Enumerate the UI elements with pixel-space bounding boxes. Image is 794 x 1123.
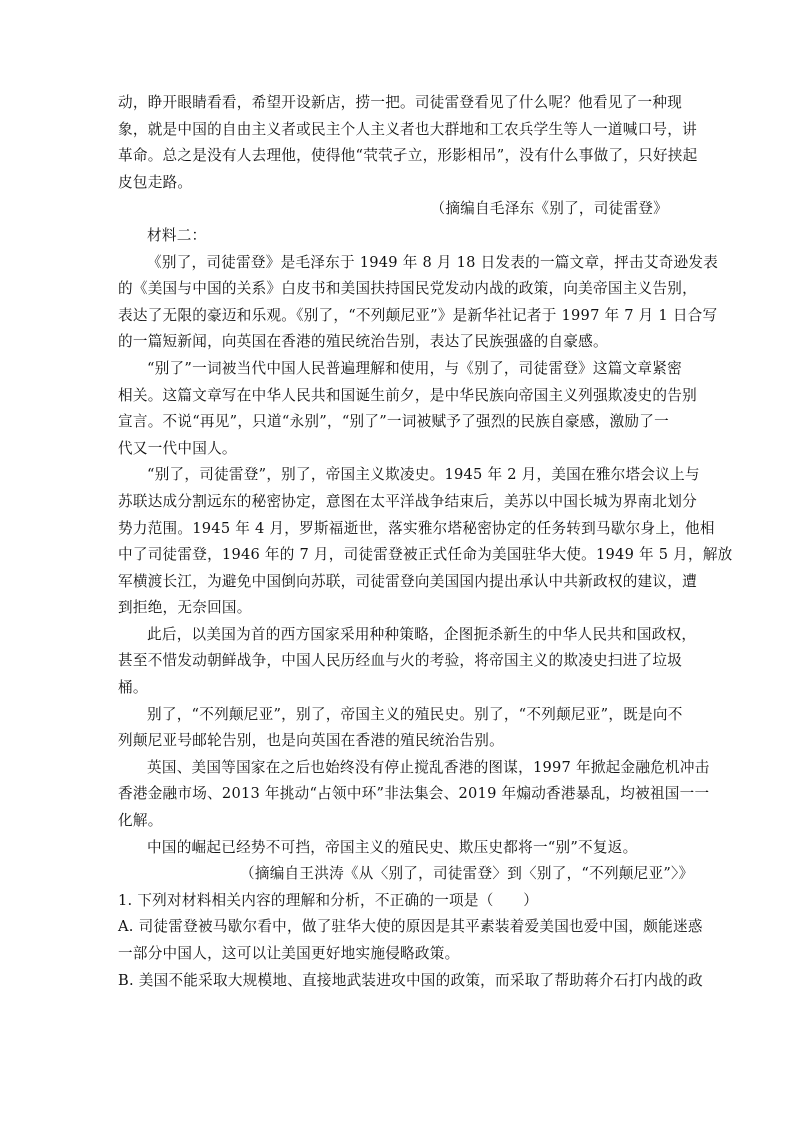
option-a: A. 司徒雷登被马歇尔看中，做了驻华大使的原因是其平素装着爱美国也爱中国，颇能迷惑 <box>118 918 703 936</box>
text-line: 化解。 <box>118 812 163 830</box>
text-line: 《别了，司徒雷登》是毛泽东于 1949 年 8 月 18 日发表的一篇文章，抨击艾奇逊发表 <box>147 253 719 271</box>
text-line: 的《美国与中国的关系》白皮书和美国扶持国民党发动内战的政策，向美帝国主义告别， <box>118 280 697 298</box>
text-line: 相关。这篇文章写在中华人民共和国诞生前夕，是中华民族向帝国主义列强欺凌史的告别 <box>118 386 697 404</box>
question-stem: 1. 下列对材料相关内容的理解和分析，不正确的一项是（ ） <box>118 891 539 909</box>
text-line: 的一篇短新闻，向英国在香港的殖民统治告别，表达了民族强盛的自豪感。 <box>118 333 608 351</box>
source-citation-1: （摘编自毛泽东《别了，司徒雷登》 <box>430 200 668 218</box>
text-line: 列颠尼亚号邮轮告别，也是向英国在香港的殖民统治告别。 <box>118 732 504 750</box>
text-line: 宣言。不说“再见”，只道“永别”，“别了”一词被赋予了强烈的民族自豪感，激励了一 <box>118 413 669 431</box>
text-line: 皮包走路。 <box>118 173 193 191</box>
text-line: 表达了无限的豪迈和乐观。《别了，“不列颠尼亚”》是新华社记者于 1997 年 7 月 1 日合写 <box>118 306 718 324</box>
text-line: 甚至不惜发动朝鲜战争，中国人民历经血与火的考验，将帝国主义的欺凌史扫进了垃圾 <box>118 652 683 670</box>
text-line: 代又一代中国人。 <box>118 439 237 457</box>
source-citation-2: （摘编自王洪涛《从〈别了，司徒雷登〉到〈别了，“不列颠尼亚”〉》 <box>240 865 694 883</box>
text-line: “别了，司徒雷登”，别了，帝国主义欺凌史。1945 年 2 月，美国在雅尔塔会议上与 <box>147 466 700 484</box>
text-line: “别了”一词被当代中国人民普遍理解和使用，与《别了，司徒雷登》这篇文章紧密 <box>147 359 682 377</box>
text-line: 苏联达成分割远东的秘密协定，意图在太平洋战争结束后，美苏以中国长城为界南北划分 <box>118 492 697 510</box>
option-b: B. 美国不能采取大规模地、直接地武装进攻中国的政策，而采取了帮助蒋介石打内战的政 <box>118 971 703 989</box>
text-line: 势力范围。1945 年 4 月，罗斯福逝世，落实雅尔塔秘密协定的任务转到马歇尔身上，他相 <box>118 519 715 537</box>
text-line: 中了司徒雷登，1946 年的 7 月，司徒雷登被正式任命为美国驻华大使。1949 年 5 月，解放 <box>118 546 733 564</box>
text-line: 香港金融市场、2013 年挑动“占领中环”非法集会、2019 年煽动香港暴乱，均被祖国一一 <box>118 785 710 803</box>
text-line: 此后，以美国为首的西方国家采用种种策略，企图扼杀新生的中华人民共和国政权， <box>147 625 697 643</box>
text-line: 到拒绝，无奈回国。 <box>118 599 252 617</box>
text-line: 军横渡长江，为避免中国倒向苏联，司徒雷登向美国国内提出承认中共新政权的建议，遭 <box>118 572 697 590</box>
option-a-continued: 一部分中国人，这可以让美国更好地实施侵略政策。 <box>118 945 460 962</box>
text-line: 革命。总之是没有人去理他，使得他“茕茕孑立，形影相吊”，没有什么事做了，只好挟起 <box>118 147 698 165</box>
text-line: 英国、美国等国家在之后也始终没有停止搅乱香港的图谋，1997 年掀起金融危机冲击 <box>147 758 710 776</box>
text-line: 桶。 <box>118 679 148 697</box>
text-line: 象，就是中国的自由主义者或民主个人主义者也大群地和工农兵学生等人一道喊口号，讲 <box>118 120 697 138</box>
document-body <box>118 90 733 994</box>
text-line: 别了，“不列颠尼亚”，别了，帝国主义的殖民史。别了，“不列颠尼亚”，既是向不 <box>147 705 683 723</box>
text-line: 动，睁开眼睛看看，希望开设新店，捞一把。司徒雷登看见了什么呢？他看见了一种现 <box>118 94 683 111</box>
section-heading-material-2: 材料二： <box>147 226 207 244</box>
text-line: 中国的崛起已经势不可挡，帝国主义的殖民史、欺压史都将一“别”不复返。 <box>147 838 638 856</box>
